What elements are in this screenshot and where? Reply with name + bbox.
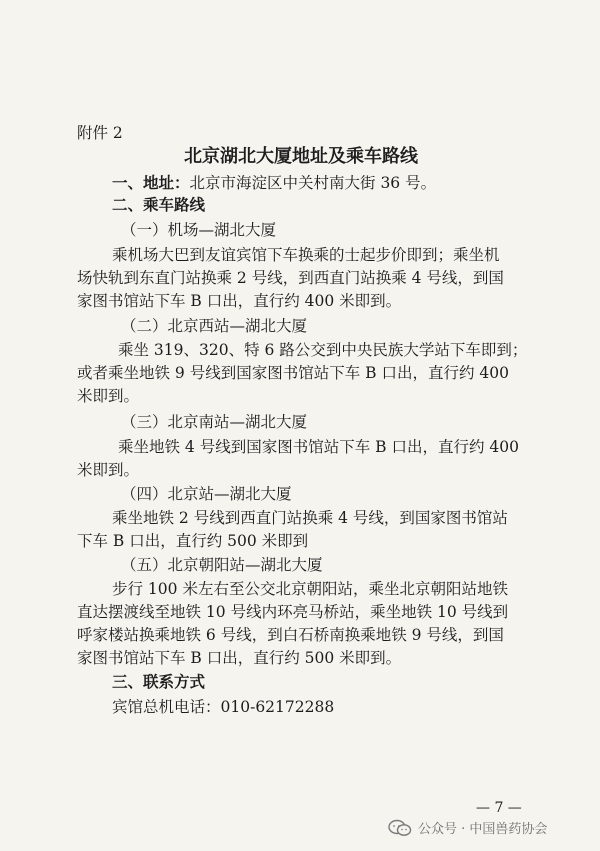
contact-heading: 三、联系方式 <box>112 673 206 691</box>
route-text-line: 呼家楼站换乘地铁 6 号线，到白石桥南换乘地铁 9 号线，到国 <box>77 626 504 644</box>
address-row <box>112 173 436 193</box>
routes-heading: 二、乘车路线 <box>112 196 206 214</box>
address-text: 北京市海淀区中关村南大街 36 号。 <box>189 174 437 192</box>
watermark-text: 公众号 · 中国兽药协会 <box>418 822 548 837</box>
route-text-line: 米即到。 <box>77 387 140 405</box>
route-text-line: 乘坐地铁 2 号线到西直门站换乘 4 号线，到国家图书馆站 <box>112 509 508 527</box>
route-text-line: 家图书馆站下车 B 口出，直行约 500 米即到。 <box>77 649 402 667</box>
route-heading: （三）北京南站—湖北大厦 <box>121 413 308 431</box>
route-text-line: 乘坐 319、320、特 6 路公交到中央民族大学站下车即到； <box>118 341 528 359</box>
route-text-line: 家图书馆站下车 B 口出，直行约 400 米即到。 <box>77 292 402 310</box>
route-text-line: 乘坐地铁 4 号线到国家图书馆站下车 B 口出，直行约 400 <box>118 438 519 456</box>
route-text-line: 步行 100 米左右至公交北京朝阳站，乘坐北京朝阳站地铁 <box>112 580 508 598</box>
wechat-watermark <box>388 818 547 837</box>
route-text-line: 或者乘坐地铁 9 号线到国家图书馆站下车 B 口出，直行约 400 <box>77 364 509 382</box>
route-heading: （四）北京站—湖北大厦 <box>121 485 292 503</box>
route-text-line: 直达摆渡线至地铁 10 号线内环亮马桥站，乘坐地铁 10 号线到 <box>77 603 509 621</box>
address-heading: 一、地址： <box>112 174 190 192</box>
route-heading: （一）机场—湖北大厦 <box>121 221 277 239</box>
route-heading: （二）北京西站—湖北大厦 <box>121 317 308 335</box>
page-number: — 7 — <box>476 800 522 816</box>
route-text-line: 乘机场大巴到友谊宾馆下车换乘的士起步价即到；乘坐机 <box>112 246 500 264</box>
attachment-label: 附件 2 <box>77 124 123 142</box>
route-text-line: 场快轨到东直门站换乘 2 号线，到西直门站换乘 4 号线，到国 <box>77 269 504 287</box>
route-text-line: 米即到。 <box>77 461 140 479</box>
route-text-line: 下车 B 口出，直行约 500 米即到 <box>77 532 309 550</box>
contact-text: 宾馆总机电话：010-62172288 <box>112 698 335 716</box>
wechat-icon <box>388 819 412 837</box>
route-heading: （五）北京朝阳站—湖北大厦 <box>121 556 323 574</box>
document-title: 北京湖北大厦地址及乘车路线 <box>184 146 418 167</box>
